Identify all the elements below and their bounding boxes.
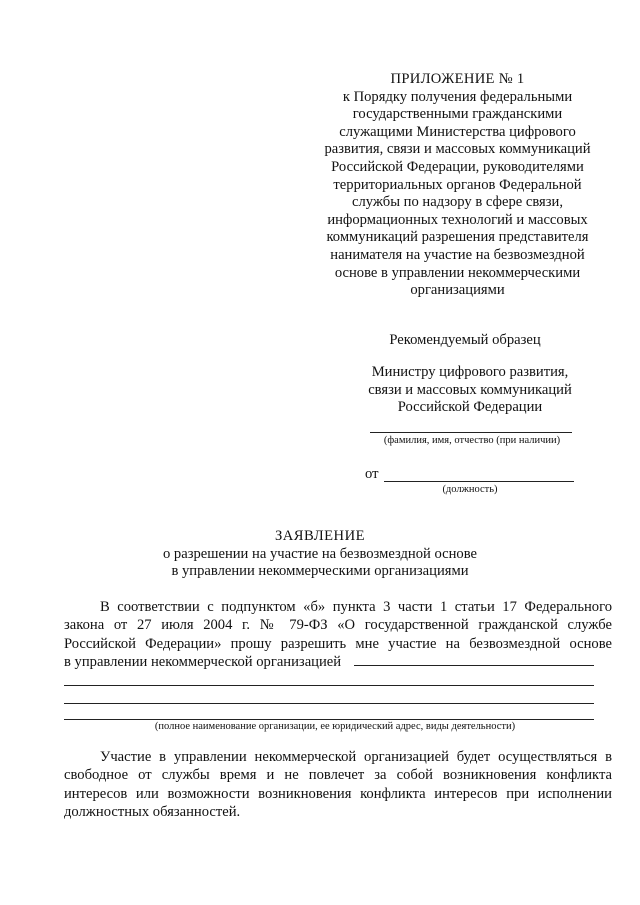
paragraph-line: в управлении некоммерческой организацией	[64, 654, 342, 671]
appendix-line: Российской Федерации, руководителями	[331, 158, 584, 175]
organization-fill-line[interactable]	[354, 665, 594, 666]
appendix-line: нанимателя на участие на безвозмездной	[330, 246, 585, 263]
document-title: ЗАЯВЛЕНИЕ	[274, 528, 366, 544]
addressee-block	[340, 364, 600, 417]
appendix-title: ПРИЛОЖЕНИЕ № 1	[390, 71, 525, 87]
name-fill-line[interactable]	[370, 432, 572, 433]
request-paragraph	[64, 598, 612, 672]
appendix-header	[300, 71, 615, 300]
subtitle-line: о разрешении на участие на безвозмездной основе	[162, 546, 478, 562]
appendix-line: службы по надзору в сфере связи,	[352, 194, 563, 211]
name-caption: (фамилия, имя, отчество (при наличии)	[383, 435, 561, 446]
organization-fill-line[interactable]	[64, 685, 594, 686]
position-caption: (должность)	[442, 484, 498, 495]
appendix-line: организациями	[410, 282, 505, 299]
organization-caption: (полное наименование организации, ее юридический адрес, виды деятельности)	[154, 721, 516, 732]
organization-fill-line[interactable]	[64, 719, 594, 720]
sample-label: Рекомендуемый образец	[389, 332, 541, 348]
document-subtitle	[120, 546, 520, 581]
appendix-line: информационных технологий и массовых	[327, 211, 588, 228]
subtitle-line: в управлении некоммерческими организациями	[171, 563, 469, 580]
appendix-line: развития, связи и массовых коммуникаций	[324, 141, 591, 158]
appendix-line: к Порядку получения федеральными	[342, 88, 573, 105]
addressee-line: Министру цифрового развития,	[371, 364, 569, 380]
appendix-line: государственными гражданскими	[352, 106, 563, 123]
position-fill-line[interactable]	[384, 481, 574, 482]
conflict-paragraph: Участие в управлении некоммерческой организацией будет осуществляться в свободное от службы время и не повлечет за собой возникновения конфликта интересов или возможности возникновения конфликта интересов при исполнении должностных обязанностей.	[64, 749, 612, 821]
appendix-line: коммуникаций разрешения представителя	[326, 229, 589, 246]
appendix-line: территориальных органов Федеральной	[333, 176, 582, 193]
paragraph-line: закона от 27 июля 2004 г. № 79-ФЗ «О государственной гражданской службе	[64, 617, 612, 634]
paragraph-line: В соответствии с подпунктом «б» пункта 3 части 1 статьи 17 Федерального	[100, 599, 612, 615]
appendix-line: служащими Министерства цифрового	[339, 123, 576, 140]
appendix-line: основе в управлении некоммерческими	[334, 264, 581, 281]
organization-fill-line[interactable]	[64, 703, 594, 704]
addressee-line: Российской Федерации	[397, 399, 543, 416]
paragraph-line: Российской Федерации» прошу разрешить мне участие на безвозмездной основе	[64, 635, 612, 652]
from-label: от	[365, 466, 379, 482]
addressee-line: связи и массовых коммуникаций	[368, 381, 572, 398]
